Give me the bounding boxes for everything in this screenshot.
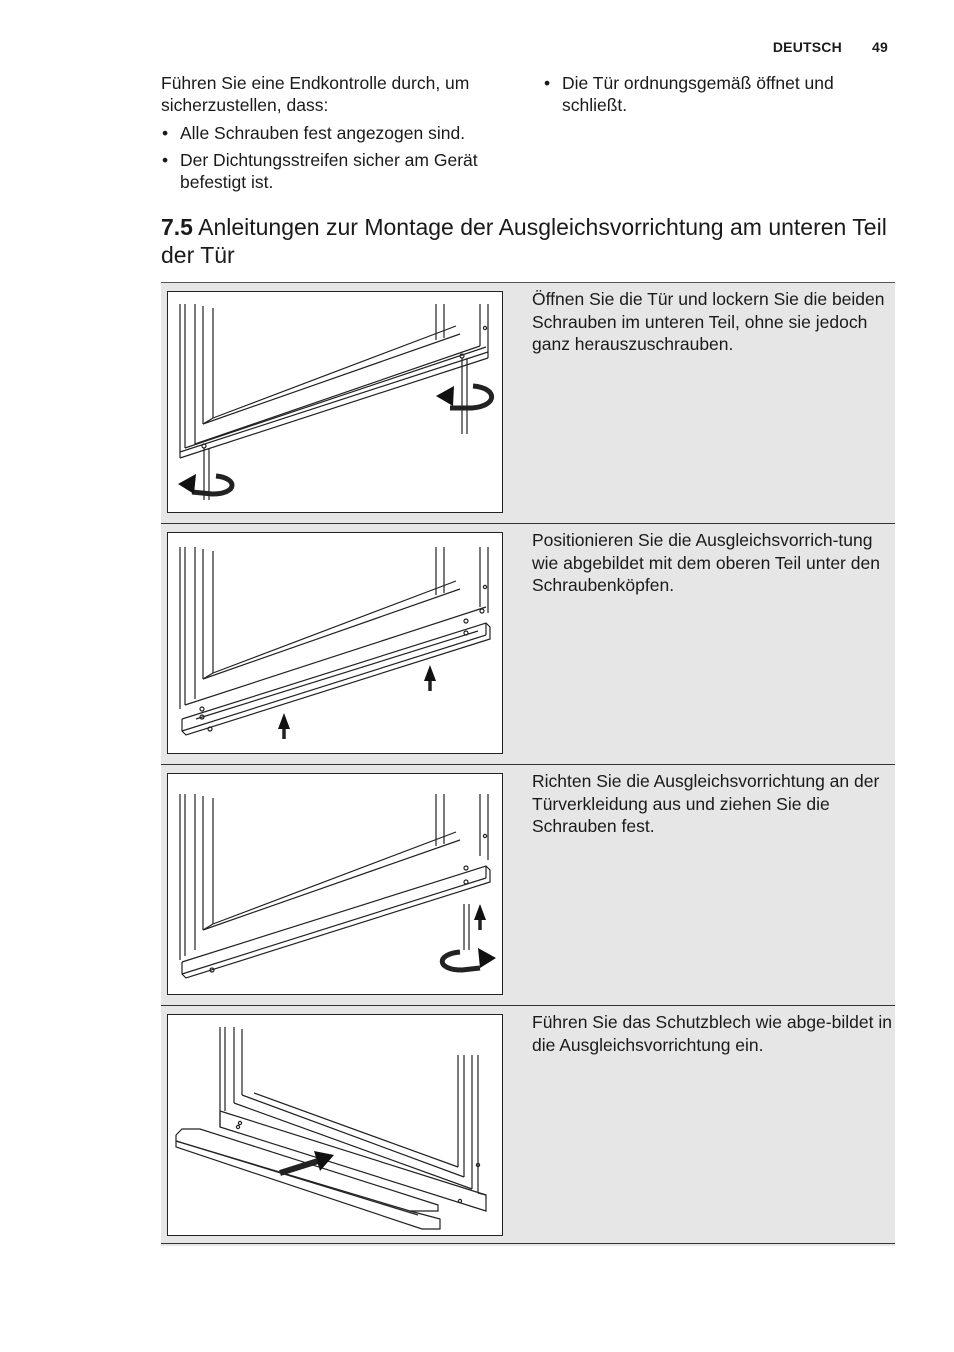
section-title-text: Anleitungen zur Montage der Ausgleichsvorrichtung am unteren Teil der Tür <box>161 214 887 268</box>
compensation-bar-illustration <box>182 619 490 735</box>
steps-table <box>161 282 895 1246</box>
door-frame-illustration <box>220 1027 486 1211</box>
door-frame-illustration <box>180 547 488 711</box>
step-3-illustration <box>167 773 503 995</box>
intro-lead: Führen Sie eine Endkontrolle durch, um sicherzustellen, dass: <box>161 73 470 115</box>
door-frame-illustration <box>180 304 488 458</box>
intro-bullet: • Die Tür ordnungsgemäß öffnet und schließt. <box>543 72 883 116</box>
door-frame-illustration <box>180 794 488 960</box>
up-arrow-icon <box>474 904 486 930</box>
step-1-text: Öffnen Sie die Tür und lockern Sie die beiden Schrauben im unteren Teil, ohne sie jedoch ganz herauszuschrauben. <box>532 289 885 354</box>
section-title <box>161 213 901 269</box>
page-number: 49 <box>872 39 888 55</box>
step-row-1 <box>161 282 895 523</box>
step-4-illustration <box>167 1014 503 1236</box>
step-1-illustration <box>167 291 503 513</box>
step-row-3 <box>161 764 895 1005</box>
protection-plate-illustration <box>176 1125 440 1229</box>
step-2-text: Positionieren Sie die Ausgleichsvorrich-tung wie abgebildet mit dem oberen Teil unter den Schraubenköpfen. <box>532 530 880 595</box>
intro-bullet-list-right <box>543 72 883 116</box>
step-2-illustration <box>167 532 503 754</box>
intro-bullet: • Alle Schrauben fest angezogen sind. <box>161 122 511 144</box>
intro-left-column <box>161 72 511 198</box>
steps-table-bottom-rule <box>161 1243 895 1244</box>
screwdriver-icon <box>464 904 469 950</box>
section-number: 7.5 <box>161 214 193 240</box>
step-3-text: Richten Sie die Ausgleichsvorrichtung an der Türverkleidung aus und ziehen Sie die Schrauben fest. <box>532 771 880 836</box>
intro-right-column <box>543 72 883 121</box>
header-language: DEUTSCH <box>772 39 842 55</box>
step-row-2 <box>161 523 895 764</box>
intro-bullet: • Der Dichtungsstreifen sicher am Gerät befestigt ist. <box>161 149 511 193</box>
rotate-arrow-icon <box>442 948 496 970</box>
intro-bullet-list-left <box>161 122 511 193</box>
step-4-text: Führen Sie das Schutzblech wie abge-bildet in die Ausgleichsvorrichtung ein. <box>532 1012 892 1055</box>
page-header <box>773 39 888 55</box>
step-row-4 <box>161 1005 895 1246</box>
